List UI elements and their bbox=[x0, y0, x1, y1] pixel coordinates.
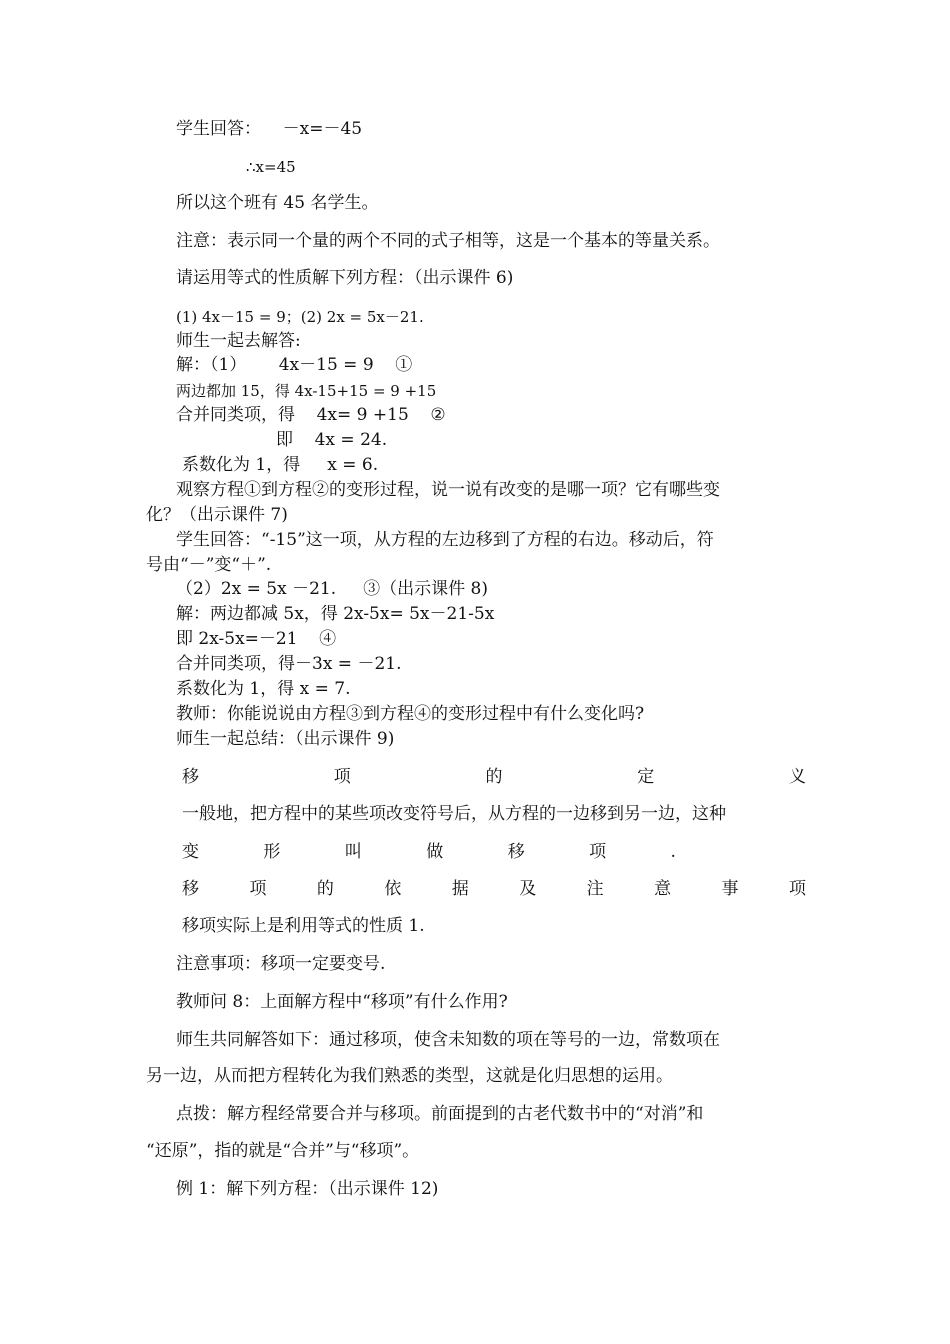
line-joint-answer-cont: 另一边，从而把方程转化为我们熟悉的类型，这就是化归思想的运用。 bbox=[146, 1066, 673, 1086]
char: 的 bbox=[316, 879, 334, 899]
line-student-answer: 学生回答： －x=－45 bbox=[176, 119, 363, 139]
line-class-count: 所以这个班有 45 名学生。 bbox=[176, 193, 379, 213]
char: 移 bbox=[182, 879, 199, 899]
line-observe: 观察方程①到方程②的变形过程，说一说有改变的是哪一项？它有哪些变 bbox=[176, 480, 720, 500]
line-equation-2: （2）2x = 5x －21. ③（出示课件 8) bbox=[176, 579, 488, 599]
line-solution-1: 解：（1） 4x－15 = 9 ① bbox=[176, 355, 413, 375]
definition-text: 一般地，把方程中的某些项改变符号后，从方程的一边移到另一边，这种 bbox=[182, 804, 726, 824]
line-teacher-question: 教师：你能说说由方程③到方程④的变形过程中有什么变化吗? bbox=[176, 704, 645, 724]
char: 义 bbox=[789, 767, 806, 787]
char: 叫 bbox=[344, 842, 362, 862]
line-tip-cont: “还原”，指的就是“合并”与“移项”。 bbox=[146, 1141, 420, 1161]
line-joint-answer: 师生共同解答如下：通过移项，使含未知数的项在等号的一边，常数项在 bbox=[176, 1030, 720, 1050]
line-solve-together: 师生一起去解答: bbox=[176, 331, 301, 351]
line-subtract-5x: 解：两边都减 5x，得 2x-5x= 5x－21-5x bbox=[176, 604, 495, 624]
line-equations: (1) 4x－15 = 9；(2) 2x = 5x－21. bbox=[176, 308, 424, 326]
line-combine-2: 合并同类项，得－3x = －21. bbox=[176, 654, 402, 674]
char: 移 bbox=[182, 767, 199, 787]
char: . bbox=[670, 842, 676, 862]
line-caution: 注意事项：移项一定要变号. bbox=[176, 954, 386, 974]
char: 依 bbox=[384, 879, 402, 899]
line-coefficient-1: 系数化为 1，得 x = 6. bbox=[182, 455, 379, 475]
char: 移 bbox=[507, 842, 525, 862]
definition-text-cont bbox=[182, 841, 676, 863]
line-tip: 点拨：解方程经常要合并与移项。前面提到的古老代数书中的“对消”和 bbox=[176, 1104, 704, 1124]
char: 注 bbox=[586, 879, 604, 899]
line-result-4: 即 2x-5x=－21 ④ bbox=[176, 629, 337, 649]
char: 项 bbox=[333, 767, 351, 787]
line-instruction: 请运用等式的性质解下列方程：（出示课件 6) bbox=[176, 268, 514, 288]
line-add-15: 两边都加 15，得 4x-15+15 = 9 +15 bbox=[176, 382, 437, 400]
char: 项 bbox=[589, 842, 607, 862]
basis-title bbox=[182, 878, 806, 900]
line-student-answer-2: 学生回答：“-15”这一项，从方程的左边移到了方程的右边。移动后，符 bbox=[176, 530, 714, 550]
char: 意 bbox=[654, 879, 672, 899]
char: 定 bbox=[637, 767, 655, 787]
line-student-answer-2-cont: 号由“－”变“＋”. bbox=[146, 555, 272, 575]
line-combine-1: 合并同类项，得 4x= 9 +15 ② bbox=[176, 405, 446, 425]
char: 项 bbox=[788, 879, 806, 899]
char: 的 bbox=[485, 767, 503, 787]
line-teacher-q8: 教师问 8：上面解方程中“移项”有什么作用? bbox=[176, 992, 508, 1012]
char: 据 bbox=[451, 879, 469, 899]
line-summary: 师生一起总结：（出示课件 9) bbox=[176, 729, 395, 749]
char: 变 bbox=[182, 842, 199, 862]
char: 形 bbox=[263, 842, 281, 862]
line-basis: 移项实际上是利用等式的性质 1. bbox=[182, 916, 425, 936]
line-coefficient-2: 系数化为 1，得 x = 7. bbox=[176, 679, 351, 699]
definition-title bbox=[182, 766, 806, 788]
char: 项 bbox=[249, 879, 267, 899]
char: 及 bbox=[519, 879, 537, 899]
char: 事 bbox=[721, 879, 739, 899]
line-observe-cont: 化？（出示课件 7) bbox=[146, 505, 288, 525]
char: 做 bbox=[426, 842, 444, 862]
line-note: 注意：表示同一个量的两个不同的式子相等，这是一个基本的等量关系。 bbox=[176, 231, 720, 251]
line-therefore: ∴x=45 bbox=[246, 158, 296, 176]
line-result-24: 即 4x = 24. bbox=[276, 430, 388, 450]
line-example-1: 例 1：解下列方程：（出示课件 12) bbox=[176, 1179, 439, 1199]
